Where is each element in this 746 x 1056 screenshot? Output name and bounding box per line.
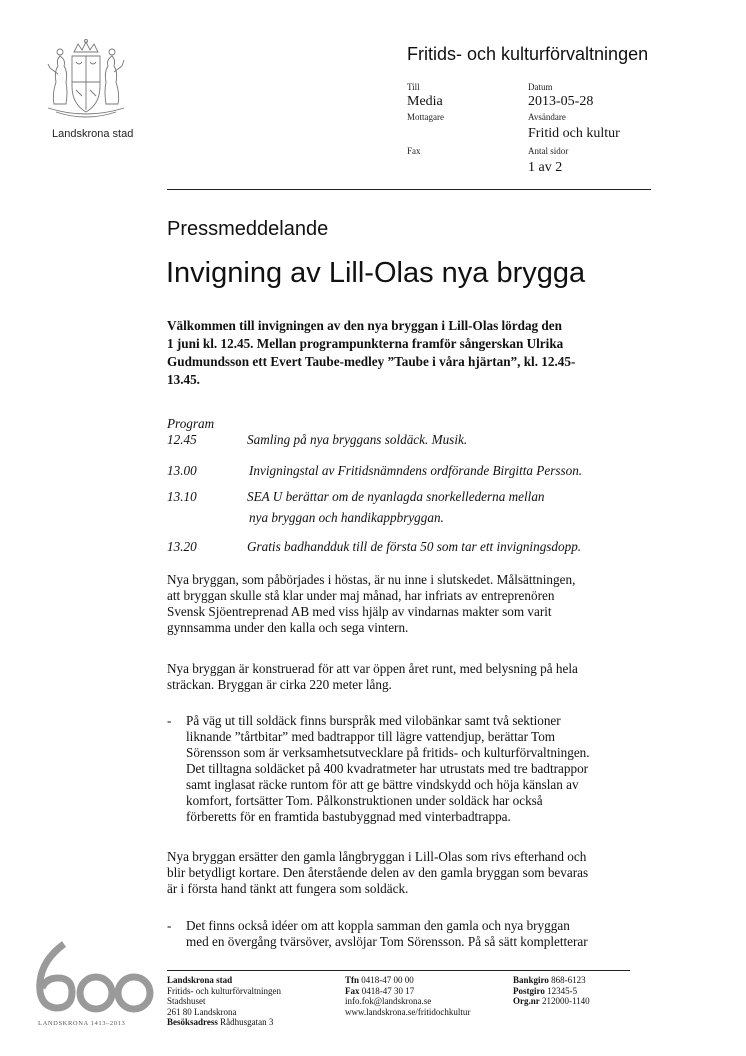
paragraph-line: Svensk Sjöentreprenad AB med viss hjälp av vindarnas makter som varit: [167, 604, 552, 619]
footer-fax-label: Fax: [345, 985, 360, 996]
page-title: Invigning av Lill-Olas nya brygga: [166, 257, 586, 289]
footer-address: [167, 975, 281, 1028]
anniversary-600-icon: [30, 938, 156, 1016]
avsandare-value: Fritid och kultur: [528, 126, 620, 141]
bullet-line: Sörensson som är verksamhetsutvecklare på fritids- och kulturförvaltningen.: [186, 745, 590, 760]
anniversary-caption: LANDSKRONA 1413–2013: [38, 1020, 126, 1027]
lead-paragraph: [167, 317, 657, 389]
footer-postgiro-label: Postgiro: [513, 985, 545, 996]
anniversary-logo: [30, 938, 156, 1030]
footer-tfn-value: 0418-47 00 00: [361, 975, 414, 985]
bullet-text: [186, 918, 656, 950]
paragraph-line: Nya bryggan, som påbörjades i höstas, är nu inne i slutskedet. Målsättningen,: [167, 572, 576, 587]
program-time: 13.20: [167, 539, 197, 554]
body-paragraph: [167, 849, 667, 897]
footer-dept: Fritids- och kulturförvaltningen: [167, 985, 281, 996]
bullet-line: med en övergång tvärsöver, avslöjar Tom Sörensson. På så sätt kompletterar: [186, 934, 588, 949]
footer-banking: [513, 975, 590, 1007]
bullet-line: På väg ut till soldäck finns burspråk med vilobänkar samt två sektioner: [186, 713, 561, 728]
fax-label: Fax: [407, 146, 421, 156]
header-divider: [167, 189, 651, 190]
coat-of-arms-logo: [38, 38, 134, 130]
footer-besoksadress-label: Besöksadress: [167, 1017, 218, 1028]
footer-besoksadress-value: Rådhusgatan 3: [220, 1017, 274, 1028]
footer-web-link[interactable]: www.landskrona.se/fritidochkultur: [345, 1006, 471, 1017]
bullet-line: komfort, fortsätter Tom. Pålkonstruktionen under soldäck har också: [186, 793, 543, 808]
department-name: Fritids- och kulturförvaltningen: [407, 44, 649, 64]
paragraph-line: Nya bryggan ersätter den gamla långbryggan i Lill-Olas som rivs efterhand och: [167, 849, 587, 864]
datum-label: Datum: [528, 82, 553, 92]
paragraph-line: sträckan. Bryggan är cirka 220 meter lång.: [167, 677, 392, 692]
bullet-dash: -: [167, 713, 172, 728]
body-paragraph: [167, 661, 667, 693]
footer-bankgiro-label: Bankgiro: [513, 975, 549, 985]
paragraph-line: att bryggan skulle stå klar under maj månad, har infriats av entreprenören: [167, 588, 555, 603]
till-value: Media: [407, 94, 443, 109]
footer-building: Stadshuset: [167, 996, 206, 1007]
program-desc: SEA U berättar om de nyanlagda snorkellederna mellan: [247, 489, 545, 504]
bullet-line: förberetts för en framtida bastubyggnad med vinterbadtrappa.: [186, 809, 511, 824]
document-kind: Pressmeddelande: [167, 218, 329, 240]
program-desc: Invigningstal av Fritidsnämndens ordförande Birgitta Persson.: [249, 463, 583, 478]
footer-org-name: Landskrona stad: [167, 975, 233, 985]
footer-tfn-label: Tfn: [345, 975, 360, 985]
bullet-line: samt inglasat räcke runtom för att ge bättre vindskydd och höja känslan av: [186, 777, 579, 792]
program-desc: Gratis badhandduk till de första 50 som tar ett invigningsdopp.: [247, 539, 582, 554]
paragraph-line: är i första hand tänkt att fungera som soldäck.: [167, 881, 409, 896]
body-paragraph: [167, 572, 667, 636]
footer-orgnr-value: 212000-1140: [542, 996, 590, 1007]
footer-postal: 261 80 Landskrona: [167, 1006, 237, 1017]
avsandare-label: Avsändare: [528, 112, 566, 122]
bullet-line: Det tilltagna soldäcket på 400 kvadratmeter har utrustats med tre badtrappor: [186, 761, 589, 776]
program-time: 12.45: [167, 432, 197, 447]
footer-contact: [345, 975, 470, 1017]
lead-line: Välkommen till invigningen av den nya bryggan i Lill-Olas lördag den: [167, 318, 562, 333]
footer-bankgiro-value: 868-6123: [551, 975, 586, 985]
coat-of-arms-icon: [38, 38, 134, 130]
antal-sidor-label: Antal sidor: [528, 146, 569, 156]
footer-orgnr-label: Org.nr: [513, 996, 540, 1007]
program-desc-continued: nya bryggan och handikappbryggan.: [249, 510, 444, 525]
bullet-text: [186, 713, 656, 825]
till-label: Till: [407, 82, 420, 92]
footer-email-link[interactable]: info.fok@landskrona.se: [345, 996, 432, 1007]
datum-value: 2013-05-28: [528, 94, 594, 109]
bullet-item: [167, 713, 657, 829]
bullet-line: liknande ”tårtbitar” med badtrappor till lägre vattendjup, berättar Tom: [186, 729, 556, 744]
program-time: 13.10: [167, 489, 197, 504]
bullet-item: [167, 918, 657, 952]
logo-text: Landskrona stad: [52, 128, 134, 140]
paragraph-line: blir betydligt kortare. Den återstående delen av den gamla bryggan som bevaras: [167, 865, 589, 880]
program-label: Program: [167, 416, 215, 431]
bullet-dash: -: [167, 918, 172, 933]
lead-line: 1 juni kl. 12.45. Mellan programpunkterna framför sångerskan Ulrika: [167, 336, 564, 351]
lead-line: Gudmundsson ett Evert Taube-medley ”Taube i våra hjärtan”, kl. 12.45-: [167, 354, 576, 369]
bullet-line: Det finns också idéer om att koppla samman den gamla och nya bryggan: [186, 918, 570, 933]
footer-postgiro-value: 12345-5: [547, 985, 578, 996]
footer-divider: [167, 970, 630, 971]
program-time: 13.00: [167, 463, 197, 478]
antal-sidor-value: 1 av 2: [528, 160, 563, 175]
paragraph-line: gynnsamma under den kalla och sega vintern.: [167, 620, 409, 635]
lead-line: 13.45.: [167, 372, 200, 387]
paragraph-line: Nya bryggan är konstruerad för att var öppen året runt, med belysning på hela: [167, 661, 578, 676]
footer-fax-value: 0418-47 30 17: [361, 985, 415, 996]
mottagare-label: Mottagare: [407, 112, 444, 122]
program-desc: Samling på nya bryggans soldäck. Musik.: [247, 432, 468, 447]
